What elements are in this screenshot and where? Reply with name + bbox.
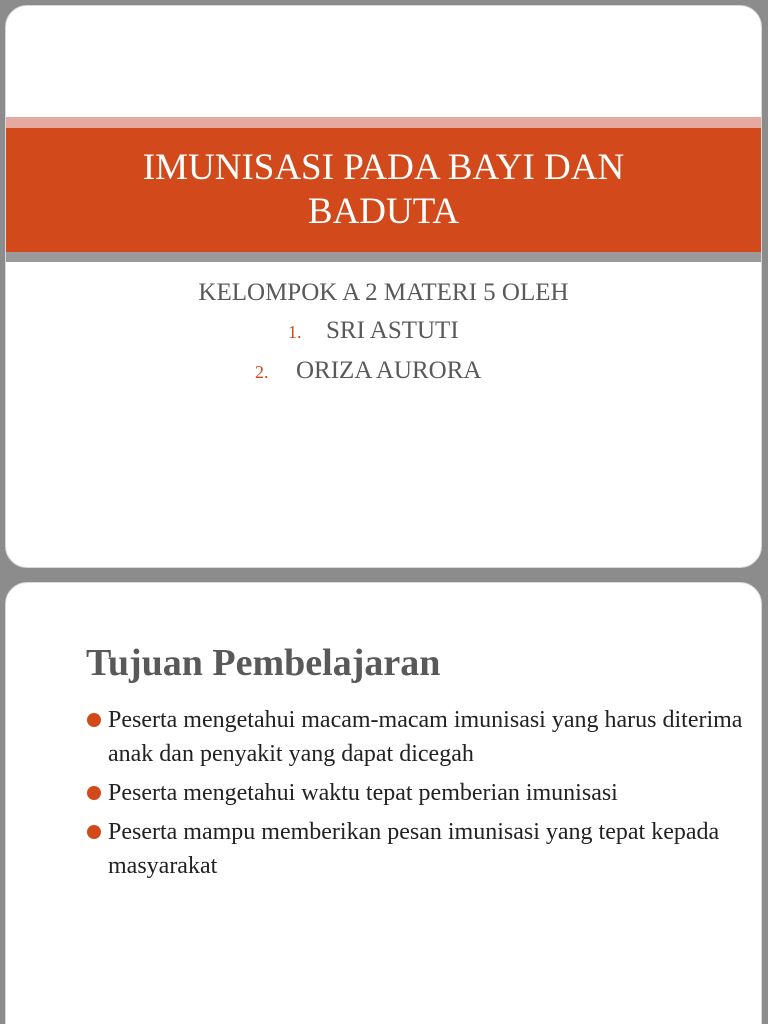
title-band-highlight [6,117,761,128]
slide-subtitle: KELOMPOK A 2 MATERI 5 OLEH [198,279,569,306]
slide-heading: Tujuan Pembelajaran [86,642,441,684]
slide-title: IMUNISASI PADA BAYI DAN BADUTA [142,147,625,232]
bullet-dot-icon [87,786,101,800]
title-band-shadow [6,252,761,262]
list-item [86,815,746,883]
list-item-text: Peserta mengetahui macam-macam imunisasi yang harus diterima anak dan penyakit yang dapat dicegah [108,707,743,767]
author-item-1 [288,314,459,348]
bullet-dot-icon [87,825,101,839]
bullet-dot-icon [87,713,101,727]
title-band [6,128,761,252]
author-name: SRI ASTUTI [326,317,459,344]
subtitle-block [6,276,761,310]
list-item-text: Peserta mampu memberikan pesan imunisasi yang tepat kepada masyarakat [108,819,720,879]
list-item [86,703,746,771]
list-item [86,776,746,810]
author-name: ORIZA AURORA [296,357,482,384]
list-item-text: Peserta mengetahui waktu tepat pemberian imunisasi [108,780,618,806]
author-number: 1. [288,322,302,342]
author-item-2 [255,354,481,388]
objectives-slide [5,582,762,1024]
author-number: 2. [255,362,269,382]
title-slide [5,5,762,568]
objectives-list [86,703,746,888]
